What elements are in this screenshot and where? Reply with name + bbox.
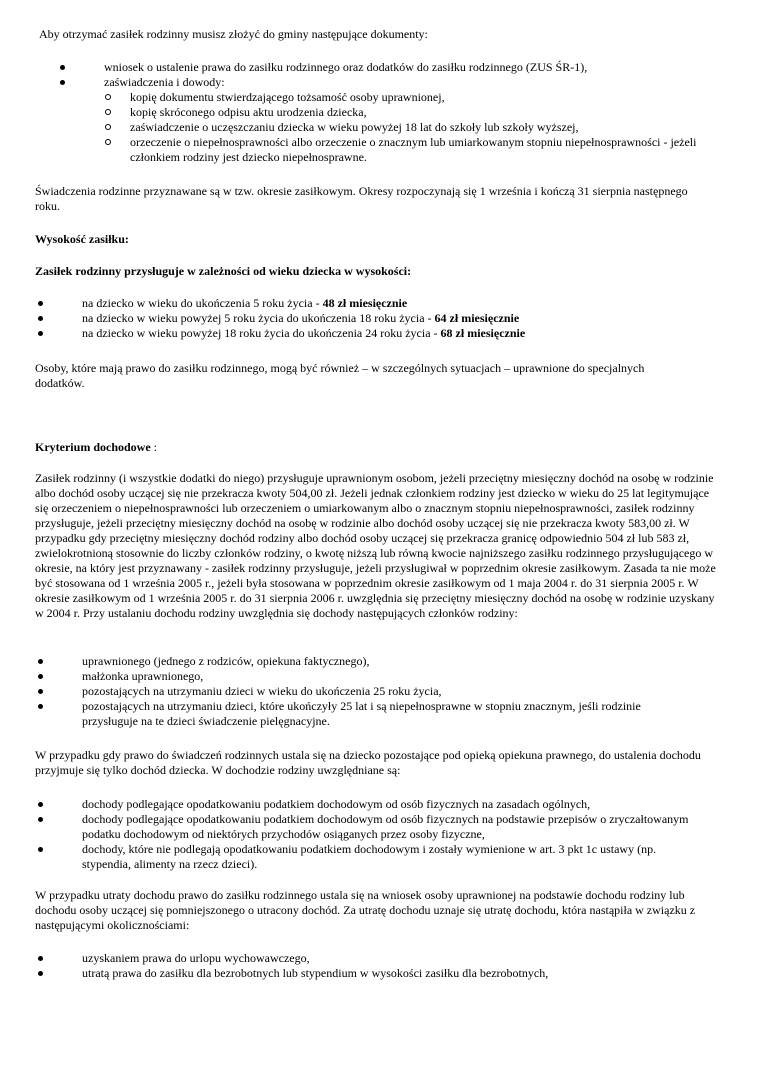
list-item: pozostających na utrzymaniu dzieci w wieku do ukończenia 25 roku życia, — [35, 684, 695, 699]
amount-heading: Wysokość zasiłku: — [35, 232, 129, 246]
list-item: na dziecko w wieku powyżej 5 roku życia do ukończenia 18 roku życia - 64 zł miesięcznie — [35, 311, 715, 326]
documents-sublist — [104, 90, 717, 165]
list-item: dochody podlegające opodatkowaniu podatkiem dochodowym od osób fizycznych na podstawie przepisów o zryczałtowanym podatku dochodowym od niektórych przychodów osiąganych przez osoby fizyczne, — [35, 812, 695, 842]
list-item: dochody podlegające opodatkowaniu podatkiem dochodowym od osób fizycznych na zasadach ogólnych, — [35, 797, 695, 812]
incomes-list — [35, 797, 695, 872]
loss-paragraph: W przypadku utraty dochodu prawo do zasiłku rodzinnego ustala się na wniosek osoby uprawnionej na podstawie dochodu rodziny lub dochodu osoby uczącej się pomniejszonego o utracony dochód. Za utratę dochodu uznaje się utratę dochodu, która nastąpiła w związku z następującymi okolicznościami: — [35, 888, 696, 932]
age-heading: Zasiłek rodzinny przysługuje w zależności od wieku dziecka w wysokości: — [35, 264, 412, 278]
list-item: uprawnionego (jednego z rodziców, opiekuna faktycznego), — [35, 654, 695, 669]
intro-text: Aby otrzymać zasiłek rodzinny musisz złożyć do gminy następujące dokumenty: — [39, 27, 428, 41]
list-item: kopię dokumentu stwierdzającego tożsamość osoby uprawnionej, — [104, 90, 717, 105]
guardian-paragraph: W przypadku gdy prawo do świadczeń rodzinnych ustala się na dziecko pozostające pod opieką opiekuna prawnego, do ustalenia dochodu przyjmuje się tylko dochód dziecka. W dochodzie rodziny uwzględniane są: — [35, 748, 701, 777]
list-item: na dziecko w wieku do ukończenia 5 roku życia - 48 zł miesięcznie — [35, 296, 715, 311]
criterion-heading: Kryterium dochodowe : — [35, 440, 157, 454]
list-item: małżonka uprawnionego, — [35, 669, 695, 684]
members-list — [35, 654, 695, 729]
list-item: na dziecko w wieku powyżej 18 roku życia do ukończenia 24 roku życia - 68 zł miesięcznie — [35, 326, 715, 341]
list-item: uzyskaniem prawa do urlopu wychowawczego, — [35, 951, 715, 966]
loss-reasons-list — [35, 951, 715, 981]
criterion-paragraph: Zasiłek rodzinny (i wszystkie dodatki do niego) przysługuje uprawnionym osobom, jeżeli przeciętny miesięczny dochód na osobę w rodzinie albo dochód osoby uczącej się nie przekracza kwoty 504,00 zł. Jeżeli jednak członkiem rodziny jest dziecko w wieku do 25 lat legitymujące się orzeczeniem o niepełnosprawności lub orzeczeniem o umiarkowanym albo o znacznym stopniu niepełnosprawności, zasiłek rodzinny przysługuje, jeżeli przeciętny miesięczny dochód na osobę w rodzinie albo dochód osoby uczącej się nie przekracza kwoty 583,00 zł. W przypadku gdy przeciętny miesięczny dochód rodziny albo dochód osoby uczącej się przekracza granicę odpowiednio 504 zł lub 583 zł, zwielokrotnioną stosownie do liczby członków rodziny, o kwotę niższą lub równą kwocie najniższego zasiłku rodzinnego przysługującego w okresie, na który jest przyznawany - zasiłek rodzinny przysługuje, jeżeli przysługiwał w poprzednim okresie zasiłkowym. Zasada ta nie może być stosowana od 1 września 2005 r., jeżeli była stosowana w poprzednim okresie zasiłkowym od 1 maja 2004 r. do 31 sierpnia 2005 r. W okresie zasiłkowym od 1 września 2005 r. do 31 sierpnia 2006 r. uwzględnia się przeciętny miesięczny dochód na osobę w rodzinie uzyskany w 2004 r. Przy ustalaniu dochodu rodziny uwzględnia się dochody następujących członków rodziny: — [35, 471, 716, 620]
list-item: dochody, które nie podlegają opodatkowaniu podatkiem dochodowym i zostały wymienione w art. 3 pkt 1c ustawy (np. stypendia, alimenty na rzecz dzieci). — [35, 842, 695, 872]
rates-list — [35, 296, 715, 341]
list-item: kopię skróconego odpisu aktu urodzenia dziecka, — [104, 105, 717, 120]
list-item: zaświadczenie o uczęszczaniu dziecka w wieku powyżej 18 lat do szkoły lub szkoły wyższej, — [104, 120, 717, 135]
list-item: wniosek o ustalenie prawa do zasiłku rodzinnego oraz dodatków do zasiłku rodzinnego (ZUS ŚR-1), — [57, 60, 717, 75]
list-item: orzeczenie o niepełnosprawności albo orzeczenie o znacznym lub umiarkowanym stopniu niepełnosprawności - jeżeli członkiem rodziny jest dziecko niepełnosprawne. — [104, 135, 717, 165]
list-item: utratą prawa do zasiłku dla bezrobotnych lub stypendium w wysokości zasiłku dla bezrobotnych, — [35, 966, 715, 981]
list-item: zaświadczenia i dowody: kopię dokumentu stwierdzającego tożsamość osoby uprawnionej, kopię skróconego odpisu aktu urodzenia dziecka, zaświadczenie o uczęszczaniu dziecka w wieku powyżej 18 lat do szkoły lub szkoły wyższej, orzeczenie o niepełnosprawności albo orzeczenie o znacznym lub umiarkowanym stopniu niepełnosprawności - jeżeli członkiem rodziny jest dziecko niepełnosprawne. — [57, 75, 717, 165]
list-item: pozostających na utrzymaniu dzieci, które ukończyły 25 lat i są niepełnosprawne w stopniu znacznym, jeśli rodzinie przysługuje na te dzieci świadczenie pielęgnacyjne. — [35, 699, 695, 729]
documents-list — [57, 60, 717, 165]
period-paragraph: Świadczenia rodzinne przyznawane są w tzw. okresie zasiłkowym. Okresy rozpoczynają się 1 września i kończą 31 sierpnia następnego roku. — [35, 184, 688, 213]
special-paragraph: Osoby, które mają prawo do zasiłku rodzinnego, mogą być również – w szczególnych sytuacjach – uprawnione do specjalnych dodatków. — [35, 361, 645, 390]
